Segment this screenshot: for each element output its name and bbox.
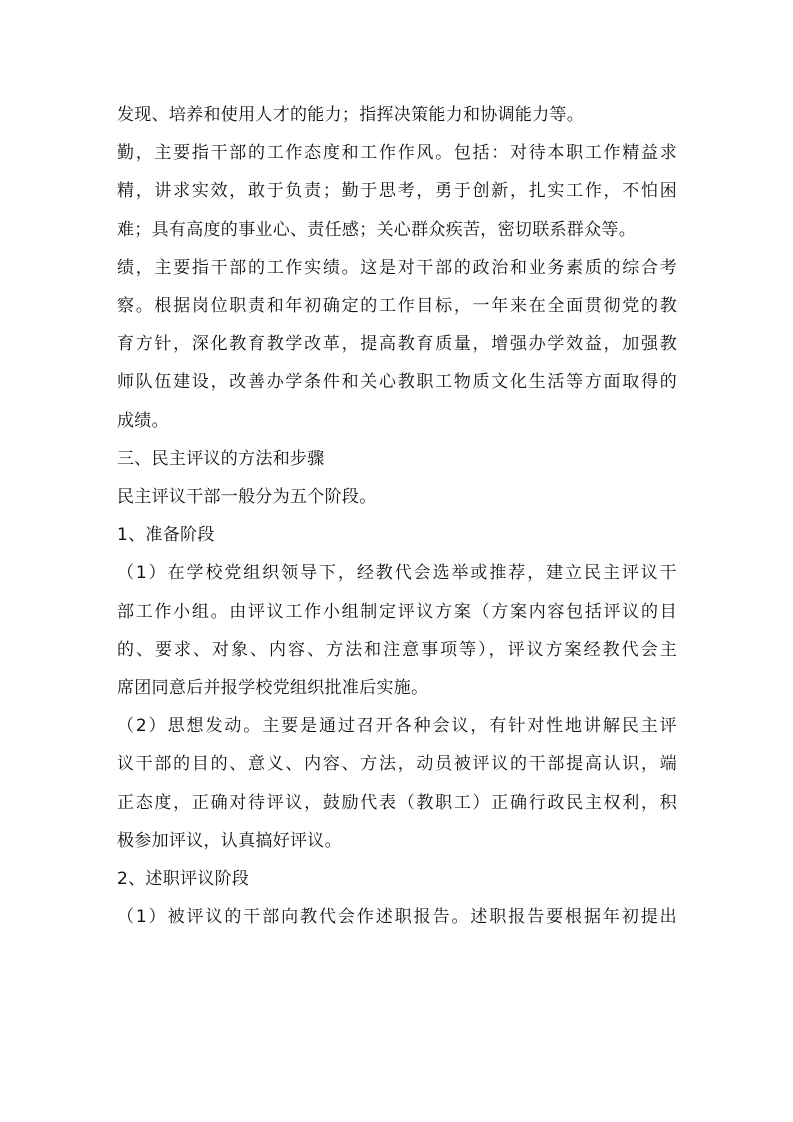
paragraph-preparation-2	[117, 707, 677, 860]
section-heading-methods	[117, 440, 677, 478]
text-line: 勤，主要指干部的工作态度和工作作风。包括：对待本职工作精益求	[117, 143, 677, 164]
paragraph-ability	[117, 96, 677, 134]
text-line: 难；具有高度的事业心、责任感；关心群众疾苦，密切联系群众等。	[117, 219, 636, 240]
text-line: 1、准备阶段	[117, 525, 215, 546]
paragraph-preparation-1	[117, 554, 677, 707]
subheading-preparation-stage	[117, 516, 677, 554]
text-line: 绩，主要指干部的工作实绩。这是对干部的政治和业务素质的综合考	[117, 257, 677, 278]
text-line: （1）在学校党组织领导下，经教代会选举或推荐，建立民主评议干	[117, 563, 677, 584]
text-line: 育方针，深化教育教学改革，提高教育质量，增强办学效益，加强教	[117, 334, 677, 355]
text-line: 师队伍建设，改善办学条件和关心教职工物质文化生活等方面取得的	[117, 372, 677, 393]
text-line: （1）被评议的干部向教代会作述职报告。述职报告要根据年初提出	[117, 907, 677, 928]
text-line: 席团同意后并报学校党组织批准后实施。	[117, 678, 429, 699]
subheading-report-stage	[117, 860, 677, 898]
paragraph-diligence	[117, 134, 677, 249]
paragraph-report-1	[117, 898, 677, 936]
text-line: 发现、培养和使用人才的能力；指挥决策能力和协调能力等。	[117, 105, 585, 125]
text-line: 议干部的目的、意义、内容、方法，动员被评议的干部提高认识，端	[117, 754, 677, 775]
paragraph-achievement	[117, 249, 677, 440]
text-line: 三、民主评议的方法和步骤	[117, 448, 325, 469]
text-line: （2）思想发动。主要是通过召开各种会议，有针对性地讲解民主评	[117, 716, 677, 737]
text-line: 民主评议干部一般分为五个阶段。	[117, 487, 377, 508]
text-line: 极参加评议，认真搞好评议。	[117, 830, 342, 851]
document-body	[117, 96, 677, 936]
text-line: 正态度，正确对待评议，鼓励代表（教职工）正确行政民主权利，积	[117, 792, 677, 813]
text-line: 察。根据岗位职责和年初确定的工作目标，一年来在全面贯彻党的教	[117, 296, 677, 317]
text-line: 精，讲求实效，敢于负责；勤于思考，勇于创新，扎实工作，不怕困	[117, 181, 677, 202]
text-line: 的、要求、对象、内容、方法和注意事项等），评议方案经教代会主	[117, 639, 677, 660]
paragraph-five-stages	[117, 478, 677, 516]
text-line: 2、述职评议阶段	[117, 869, 250, 890]
text-line: 部工作小组。由评议工作小组制定评议方案（方案内容包括评议的目	[117, 601, 677, 622]
text-line: 成绩。	[117, 410, 169, 431]
